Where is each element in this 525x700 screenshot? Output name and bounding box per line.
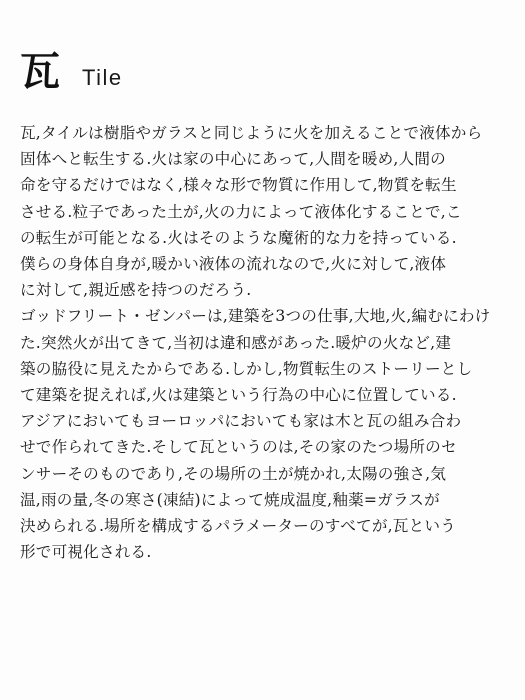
paragraph-semper (20, 303, 510, 408)
text-line: ゴッドフリート・ゼンパーは,建築を3つの仕事,大地,火,編むにわけ (20, 307, 491, 326)
text-line: 温,雨の量,冬の寒さ(凍結)によって焼成温度,釉薬=ガラスが (20, 490, 440, 509)
body-text (20, 120, 510, 565)
text-line: て建築を捉えれば,火は建築という行為の中心に位置している. (20, 386, 457, 405)
text-line: 固体へと転生する.火は家の中心にあって,人間を暖め,人間の (20, 150, 446, 169)
text-line: 僕らの身体自身が,暖かい液体の流れなので,火に対して,液体 (20, 255, 447, 274)
paragraph-fire-transformation (20, 120, 510, 303)
heading-english: Tile (82, 65, 123, 90)
text-line: せで作られてきた.そして瓦というのは,その家のたつ場所のセ (20, 438, 457, 457)
text-line: 築の脇役に見えたからである.しかし,物質転生のストーリーとし (20, 359, 473, 378)
heading-kanji: 瓦 (20, 48, 60, 95)
text-line: 命を守るだけではなく,様々な形で物質に作用して,物質を転生 (20, 176, 457, 195)
section-heading (20, 48, 123, 95)
text-line: た.突然火が出てきて,当初は違和感があった.暖炉の火など,建 (20, 333, 452, 352)
text-line: 形で可視化される. (20, 543, 152, 562)
text-line: 決められる.場所を構成するパラメーターのすべてが,瓦という (20, 517, 456, 536)
text-line: アジアにおいてもヨーロッパにおいても家は木と瓦の組み合わ (20, 412, 462, 431)
text-line: 瓦,タイルは樹脂やガラスと同じように火を加えることで液体から (20, 124, 483, 142)
text-line: の転生が可能となる.火はそのような魔術的な力を持っている. (20, 228, 457, 247)
text-line: に対して,親近感を持つのだろう. (20, 281, 252, 300)
text-line: ンサーそのものであり,その場所の土が焼かれ,太陽の強さ,気 (20, 464, 447, 483)
paragraph-tile-sensor (20, 408, 510, 565)
text-line: させる.粒子であった土が,火の力によって液体化することで,こ (20, 202, 462, 221)
